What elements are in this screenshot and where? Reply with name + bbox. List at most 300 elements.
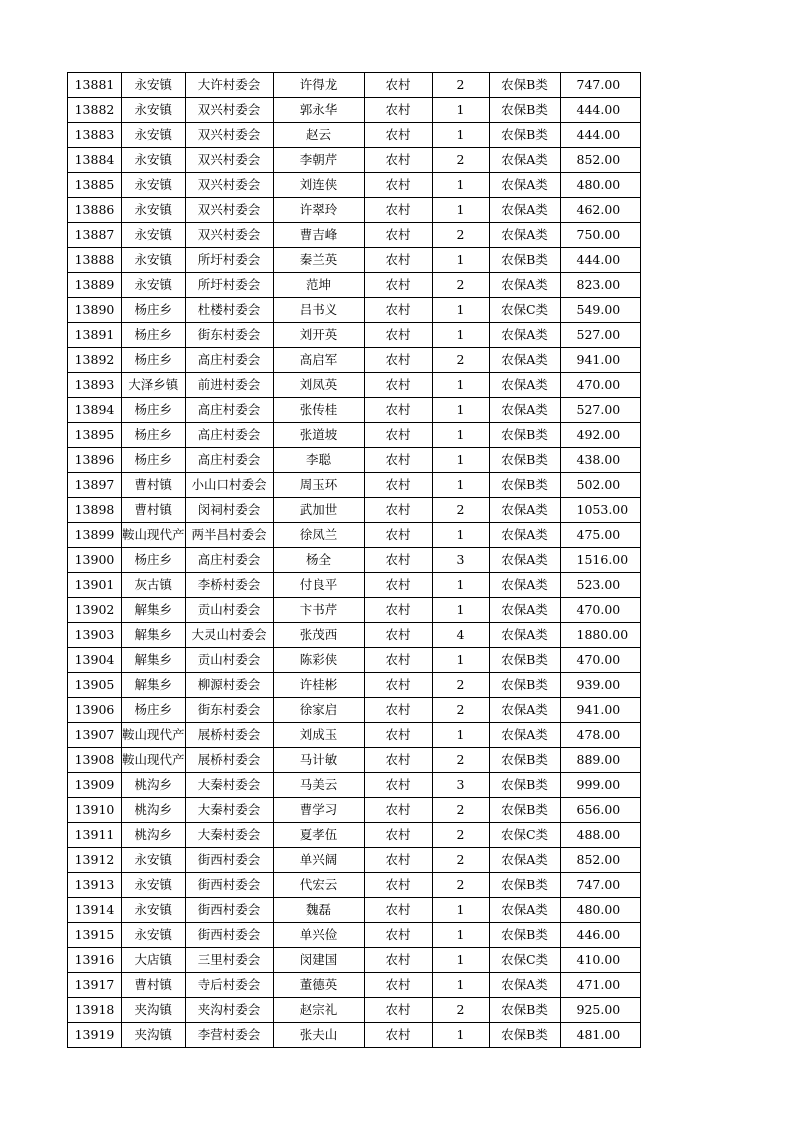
row-id-cell: 13894: [68, 398, 122, 423]
name-cell: 徐家启: [273, 698, 364, 723]
people-count-cell: 1: [432, 898, 489, 923]
village-cell: 双兴村委会: [185, 148, 273, 173]
insurance-class-cell: 农保A类: [489, 723, 560, 748]
town-cell: 永安镇: [122, 123, 186, 148]
table-row: [68, 998, 641, 1023]
insurance-class-cell: 农保A类: [489, 198, 560, 223]
amount-cell: 549.00: [560, 298, 640, 323]
area-type-cell: 农村: [364, 998, 432, 1023]
village-cell: 贡山村委会: [185, 598, 273, 623]
amount-cell: 470.00: [560, 598, 640, 623]
area-type-cell: 农村: [364, 323, 432, 348]
row-id-cell: 13915: [68, 923, 122, 948]
amount-cell: 999.00: [560, 773, 640, 798]
amount-cell: 1053.00: [560, 498, 640, 523]
area-type-cell: 农村: [364, 298, 432, 323]
name-cell: 武加世: [273, 498, 364, 523]
town-cell: 夹沟镇: [122, 998, 186, 1023]
area-type-cell: 农村: [364, 223, 432, 248]
row-id-cell: 13888: [68, 248, 122, 273]
people-count-cell: 2: [432, 998, 489, 1023]
village-cell: 大灵山村委会: [185, 623, 273, 648]
area-type-cell: 农村: [364, 398, 432, 423]
name-cell: 许翠玲: [273, 198, 364, 223]
people-count-cell: 1: [432, 723, 489, 748]
people-count-cell: 1: [432, 98, 489, 123]
row-id-cell: 13890: [68, 298, 122, 323]
village-cell: 高庄村委会: [185, 548, 273, 573]
area-type-cell: 农村: [364, 648, 432, 673]
amount-cell: 523.00: [560, 573, 640, 598]
village-cell: 展桥村委会: [185, 723, 273, 748]
amount-cell: 471.00: [560, 973, 640, 998]
row-id-cell: 13916: [68, 948, 122, 973]
table-row: [68, 873, 641, 898]
table-row: [68, 948, 641, 973]
table-row: [68, 348, 641, 373]
insurance-class-cell: 农保A类: [489, 898, 560, 923]
people-count-cell: 2: [432, 748, 489, 773]
town-cell: 永安镇: [122, 898, 186, 923]
row-id-cell: 13917: [68, 973, 122, 998]
row-id-cell: 13887: [68, 223, 122, 248]
amount-cell: 444.00: [560, 248, 640, 273]
village-cell: 三里村委会: [185, 948, 273, 973]
name-cell: 马计敏: [273, 748, 364, 773]
village-cell: 街东村委会: [185, 698, 273, 723]
amount-cell: 852.00: [560, 848, 640, 873]
name-cell: 许得龙: [273, 73, 364, 98]
row-id-cell: 13895: [68, 423, 122, 448]
town-cell: 解集乡: [122, 673, 186, 698]
town-cell: 杨庄乡: [122, 423, 186, 448]
row-id-cell: 13911: [68, 823, 122, 848]
insurance-class-cell: 农保B类: [489, 448, 560, 473]
insurance-class-cell: 农保A类: [489, 523, 560, 548]
amount-cell: 925.00: [560, 998, 640, 1023]
insurance-class-cell: 农保A类: [489, 398, 560, 423]
town-cell: 永安镇: [122, 198, 186, 223]
area-type-cell: 农村: [364, 1023, 432, 1048]
amount-cell: 889.00: [560, 748, 640, 773]
village-cell: 贡山村委会: [185, 648, 273, 673]
town-cell: 桃沟乡: [122, 823, 186, 848]
people-count-cell: 2: [432, 673, 489, 698]
table-row: [68, 273, 641, 298]
people-count-cell: 2: [432, 273, 489, 298]
amount-cell: 446.00: [560, 923, 640, 948]
amount-cell: 1516.00: [560, 548, 640, 573]
town-cell: 永安镇: [122, 98, 186, 123]
village-cell: 街西村委会: [185, 923, 273, 948]
people-count-cell: 1: [432, 598, 489, 623]
town-cell: 桃沟乡: [122, 773, 186, 798]
insurance-class-cell: 农保B类: [489, 998, 560, 1023]
name-cell: 魏磊: [273, 898, 364, 923]
insurance-class-cell: 农保B类: [489, 873, 560, 898]
area-type-cell: 农村: [364, 248, 432, 273]
row-id-cell: 13912: [68, 848, 122, 873]
village-cell: 双兴村委会: [185, 173, 273, 198]
amount-cell: 470.00: [560, 373, 640, 398]
table-row: [68, 748, 641, 773]
table-row: [68, 423, 641, 448]
village-cell: 街东村委会: [185, 323, 273, 348]
row-id-cell: 13909: [68, 773, 122, 798]
insurance-class-cell: 农保A类: [489, 223, 560, 248]
amount-cell: 527.00: [560, 398, 640, 423]
name-cell: 刘连侠: [273, 173, 364, 198]
area-type-cell: 农村: [364, 873, 432, 898]
amount-cell: 480.00: [560, 898, 640, 923]
insurance-class-cell: 农保B类: [489, 1023, 560, 1048]
people-count-cell: 1: [432, 423, 489, 448]
town-cell: 杨庄乡: [122, 398, 186, 423]
name-cell: 郭永华: [273, 98, 364, 123]
table-row: [68, 673, 641, 698]
village-cell: 大秦村委会: [185, 798, 273, 823]
village-cell: 李桥村委会: [185, 573, 273, 598]
village-cell: 双兴村委会: [185, 198, 273, 223]
area-type-cell: 农村: [364, 273, 432, 298]
amount-cell: 481.00: [560, 1023, 640, 1048]
area-type-cell: 农村: [364, 623, 432, 648]
table-row: [68, 248, 641, 273]
name-cell: 赵宗礼: [273, 998, 364, 1023]
name-cell: 李聪: [273, 448, 364, 473]
village-cell: 街西村委会: [185, 848, 273, 873]
village-cell: 寺后村委会: [185, 973, 273, 998]
insurance-class-cell: 农保A类: [489, 698, 560, 723]
name-cell: 付良平: [273, 573, 364, 598]
village-cell: 闵祠村委会: [185, 498, 273, 523]
area-type-cell: 农村: [364, 173, 432, 198]
table-row: [68, 598, 641, 623]
village-cell: 所圩村委会: [185, 273, 273, 298]
name-cell: 闵建国: [273, 948, 364, 973]
name-cell: 秦兰英: [273, 248, 364, 273]
insurance-class-cell: 农保B类: [489, 923, 560, 948]
area-type-cell: 农村: [364, 423, 432, 448]
amount-cell: 478.00: [560, 723, 640, 748]
town-cell: 永安镇: [122, 173, 186, 198]
table-row: [68, 498, 641, 523]
table-row: [68, 73, 641, 98]
name-cell: 张道坡: [273, 423, 364, 448]
people-count-cell: 2: [432, 223, 489, 248]
insurance-class-cell: 农保C类: [489, 298, 560, 323]
name-cell: 卞书芹: [273, 598, 364, 623]
name-cell: 徐凤兰: [273, 523, 364, 548]
row-id-cell: 13883: [68, 123, 122, 148]
insurance-class-cell: 农保A类: [489, 148, 560, 173]
amount-cell: 480.00: [560, 173, 640, 198]
town-cell: 灰古镇: [122, 573, 186, 598]
insurance-class-cell: 农保B类: [489, 773, 560, 798]
town-cell: 杨庄乡: [122, 448, 186, 473]
table-row: [68, 298, 641, 323]
table-row: [68, 648, 641, 673]
table-row: [68, 898, 641, 923]
people-count-cell: 2: [432, 798, 489, 823]
table-row: [68, 798, 641, 823]
name-cell: 刘成玉: [273, 723, 364, 748]
insurance-class-cell: 农保A类: [489, 548, 560, 573]
name-cell: 赵云: [273, 123, 364, 148]
town-cell: 永安镇: [122, 848, 186, 873]
people-count-cell: 1: [432, 398, 489, 423]
row-id-cell: 13910: [68, 798, 122, 823]
amount-cell: 438.00: [560, 448, 640, 473]
area-type-cell: 农村: [364, 98, 432, 123]
area-type-cell: 农村: [364, 523, 432, 548]
row-id-cell: 13906: [68, 698, 122, 723]
people-count-cell: 3: [432, 548, 489, 573]
people-count-cell: 1: [432, 248, 489, 273]
name-cell: 张茂西: [273, 623, 364, 648]
row-id-cell: 13898: [68, 498, 122, 523]
area-type-cell: 农村: [364, 773, 432, 798]
town-cell: 曹村镇: [122, 973, 186, 998]
name-cell: 张传桂: [273, 398, 364, 423]
amount-cell: 444.00: [560, 98, 640, 123]
name-cell: 范坤: [273, 273, 364, 298]
row-id-cell: 13904: [68, 648, 122, 673]
people-count-cell: 1: [432, 923, 489, 948]
row-id-cell: 13905: [68, 673, 122, 698]
row-id-cell: 13893: [68, 373, 122, 398]
row-id-cell: 13914: [68, 898, 122, 923]
people-count-cell: 2: [432, 498, 489, 523]
village-cell: 杜楼村委会: [185, 298, 273, 323]
people-count-cell: 1: [432, 173, 489, 198]
table-row: [68, 473, 641, 498]
row-id-cell: 13896: [68, 448, 122, 473]
row-id-cell: 13900: [68, 548, 122, 573]
row-id-cell: 13884: [68, 148, 122, 173]
insurance-class-cell: 农保A类: [489, 373, 560, 398]
town-cell: 杨庄乡: [122, 698, 186, 723]
table-row: [68, 373, 641, 398]
people-count-cell: 1: [432, 298, 489, 323]
people-count-cell: 4: [432, 623, 489, 648]
name-cell: 单兴阔: [273, 848, 364, 873]
people-count-cell: 2: [432, 73, 489, 98]
village-cell: 夹沟村委会: [185, 998, 273, 1023]
amount-cell: 488.00: [560, 823, 640, 848]
town-cell: 永安镇: [122, 248, 186, 273]
town-cell: 解集乡: [122, 648, 186, 673]
village-cell: 李营村委会: [185, 1023, 273, 1048]
town-cell: 鞍山现代产: [122, 748, 186, 773]
row-id-cell: 13908: [68, 748, 122, 773]
people-count-cell: 2: [432, 148, 489, 173]
area-type-cell: 农村: [364, 573, 432, 598]
people-count-cell: 1: [432, 373, 489, 398]
town-cell: 鞍山现代产: [122, 723, 186, 748]
people-count-cell: 1: [432, 448, 489, 473]
row-id-cell: 13882: [68, 98, 122, 123]
amount-cell: 750.00: [560, 223, 640, 248]
village-cell: 两半昌村委会: [185, 523, 273, 548]
insurance-class-cell: 农保A类: [489, 173, 560, 198]
village-cell: 展桥村委会: [185, 748, 273, 773]
name-cell: 曹学习: [273, 798, 364, 823]
people-count-cell: 2: [432, 348, 489, 373]
area-type-cell: 农村: [364, 348, 432, 373]
row-id-cell: 13901: [68, 573, 122, 598]
amount-cell: 462.00: [560, 198, 640, 223]
town-cell: 解集乡: [122, 623, 186, 648]
table-row: [68, 723, 641, 748]
insurance-class-cell: 农保B类: [489, 473, 560, 498]
amount-cell: 941.00: [560, 698, 640, 723]
amount-cell: 410.00: [560, 948, 640, 973]
village-cell: 前进村委会: [185, 373, 273, 398]
table-row: [68, 573, 641, 598]
people-count-cell: 1: [432, 323, 489, 348]
row-id-cell: 13889: [68, 273, 122, 298]
table-row: [68, 1023, 641, 1048]
area-type-cell: 农村: [364, 748, 432, 773]
area-type-cell: 农村: [364, 948, 432, 973]
table-row: [68, 773, 641, 798]
insurance-class-cell: 农保B类: [489, 798, 560, 823]
row-id-cell: 13907: [68, 723, 122, 748]
row-id-cell: 13886: [68, 198, 122, 223]
area-type-cell: 农村: [364, 373, 432, 398]
table-row: [68, 148, 641, 173]
table-row: [68, 923, 641, 948]
village-cell: 高庄村委会: [185, 398, 273, 423]
insurance-class-cell: 农保A类: [489, 623, 560, 648]
insurance-class-cell: 农保A类: [489, 273, 560, 298]
table-row: [68, 198, 641, 223]
people-count-cell: 1: [432, 1023, 489, 1048]
village-cell: 所圩村委会: [185, 248, 273, 273]
row-id-cell: 13919: [68, 1023, 122, 1048]
amount-cell: 941.00: [560, 348, 640, 373]
village-cell: 街西村委会: [185, 898, 273, 923]
village-cell: 小山口村委会: [185, 473, 273, 498]
row-id-cell: 13902: [68, 598, 122, 623]
name-cell: 刘开英: [273, 323, 364, 348]
area-type-cell: 农村: [364, 973, 432, 998]
town-cell: 桃沟乡: [122, 798, 186, 823]
village-cell: 大许村委会: [185, 73, 273, 98]
table-row: [68, 123, 641, 148]
insurance-class-cell: 农保B类: [489, 123, 560, 148]
village-cell: 街西村委会: [185, 873, 273, 898]
table-body: [68, 73, 641, 1048]
amount-cell: 852.00: [560, 148, 640, 173]
people-count-cell: 1: [432, 973, 489, 998]
town-cell: 曹村镇: [122, 473, 186, 498]
table-row: [68, 698, 641, 723]
village-cell: 柳源村委会: [185, 673, 273, 698]
area-type-cell: 农村: [364, 723, 432, 748]
name-cell: 周玉环: [273, 473, 364, 498]
name-cell: 单兴俭: [273, 923, 364, 948]
name-cell: 高启军: [273, 348, 364, 373]
people-count-cell: 1: [432, 198, 489, 223]
area-type-cell: 农村: [364, 498, 432, 523]
amount-cell: 656.00: [560, 798, 640, 823]
insurance-class-cell: 农保B类: [489, 423, 560, 448]
insurance-class-cell: 农保A类: [489, 323, 560, 348]
people-count-cell: 1: [432, 523, 489, 548]
data-table: [67, 72, 641, 1048]
insurance-class-cell: 农保B类: [489, 648, 560, 673]
people-count-cell: 2: [432, 823, 489, 848]
town-cell: 夹沟镇: [122, 1023, 186, 1048]
insurance-class-cell: 农保C类: [489, 948, 560, 973]
table-row: [68, 623, 641, 648]
insurance-class-cell: 农保B类: [489, 98, 560, 123]
row-id-cell: 13885: [68, 173, 122, 198]
town-cell: 永安镇: [122, 148, 186, 173]
name-cell: 李朝芹: [273, 148, 364, 173]
area-type-cell: 农村: [364, 198, 432, 223]
town-cell: 杨庄乡: [122, 298, 186, 323]
town-cell: 永安镇: [122, 273, 186, 298]
people-count-cell: 3: [432, 773, 489, 798]
insurance-class-cell: 农保B类: [489, 673, 560, 698]
insurance-class-cell: 农保A类: [489, 973, 560, 998]
amount-cell: 747.00: [560, 873, 640, 898]
area-type-cell: 农村: [364, 598, 432, 623]
area-type-cell: 农村: [364, 848, 432, 873]
row-id-cell: 13881: [68, 73, 122, 98]
people-count-cell: 1: [432, 648, 489, 673]
row-id-cell: 13897: [68, 473, 122, 498]
amount-cell: 475.00: [560, 523, 640, 548]
name-cell: 吕书义: [273, 298, 364, 323]
name-cell: 曹吉峰: [273, 223, 364, 248]
village-cell: 高庄村委会: [185, 448, 273, 473]
name-cell: 张夫山: [273, 1023, 364, 1048]
area-type-cell: 农村: [364, 923, 432, 948]
insurance-class-cell: 农保A类: [489, 498, 560, 523]
town-cell: 永安镇: [122, 223, 186, 248]
insurance-class-cell: 农保A类: [489, 848, 560, 873]
table-row: [68, 398, 641, 423]
name-cell: 夏孝伍: [273, 823, 364, 848]
row-id-cell: 13903: [68, 623, 122, 648]
table-row: [68, 173, 641, 198]
name-cell: 代宏云: [273, 873, 364, 898]
name-cell: 杨全: [273, 548, 364, 573]
town-cell: 永安镇: [122, 73, 186, 98]
insurance-class-cell: 农保A类: [489, 598, 560, 623]
village-cell: 双兴村委会: [185, 98, 273, 123]
table-row: [68, 448, 641, 473]
town-cell: 大泽乡镇: [122, 373, 186, 398]
area-type-cell: 农村: [364, 123, 432, 148]
people-count-cell: 2: [432, 873, 489, 898]
name-cell: 许桂彬: [273, 673, 364, 698]
town-cell: 解集乡: [122, 598, 186, 623]
area-type-cell: 农村: [364, 148, 432, 173]
village-cell: 高庄村委会: [185, 423, 273, 448]
table-row: [68, 523, 641, 548]
people-count-cell: 2: [432, 848, 489, 873]
name-cell: 刘凤英: [273, 373, 364, 398]
people-count-cell: 1: [432, 573, 489, 598]
amount-cell: 492.00: [560, 423, 640, 448]
row-id-cell: 13892: [68, 348, 122, 373]
row-id-cell: 13899: [68, 523, 122, 548]
